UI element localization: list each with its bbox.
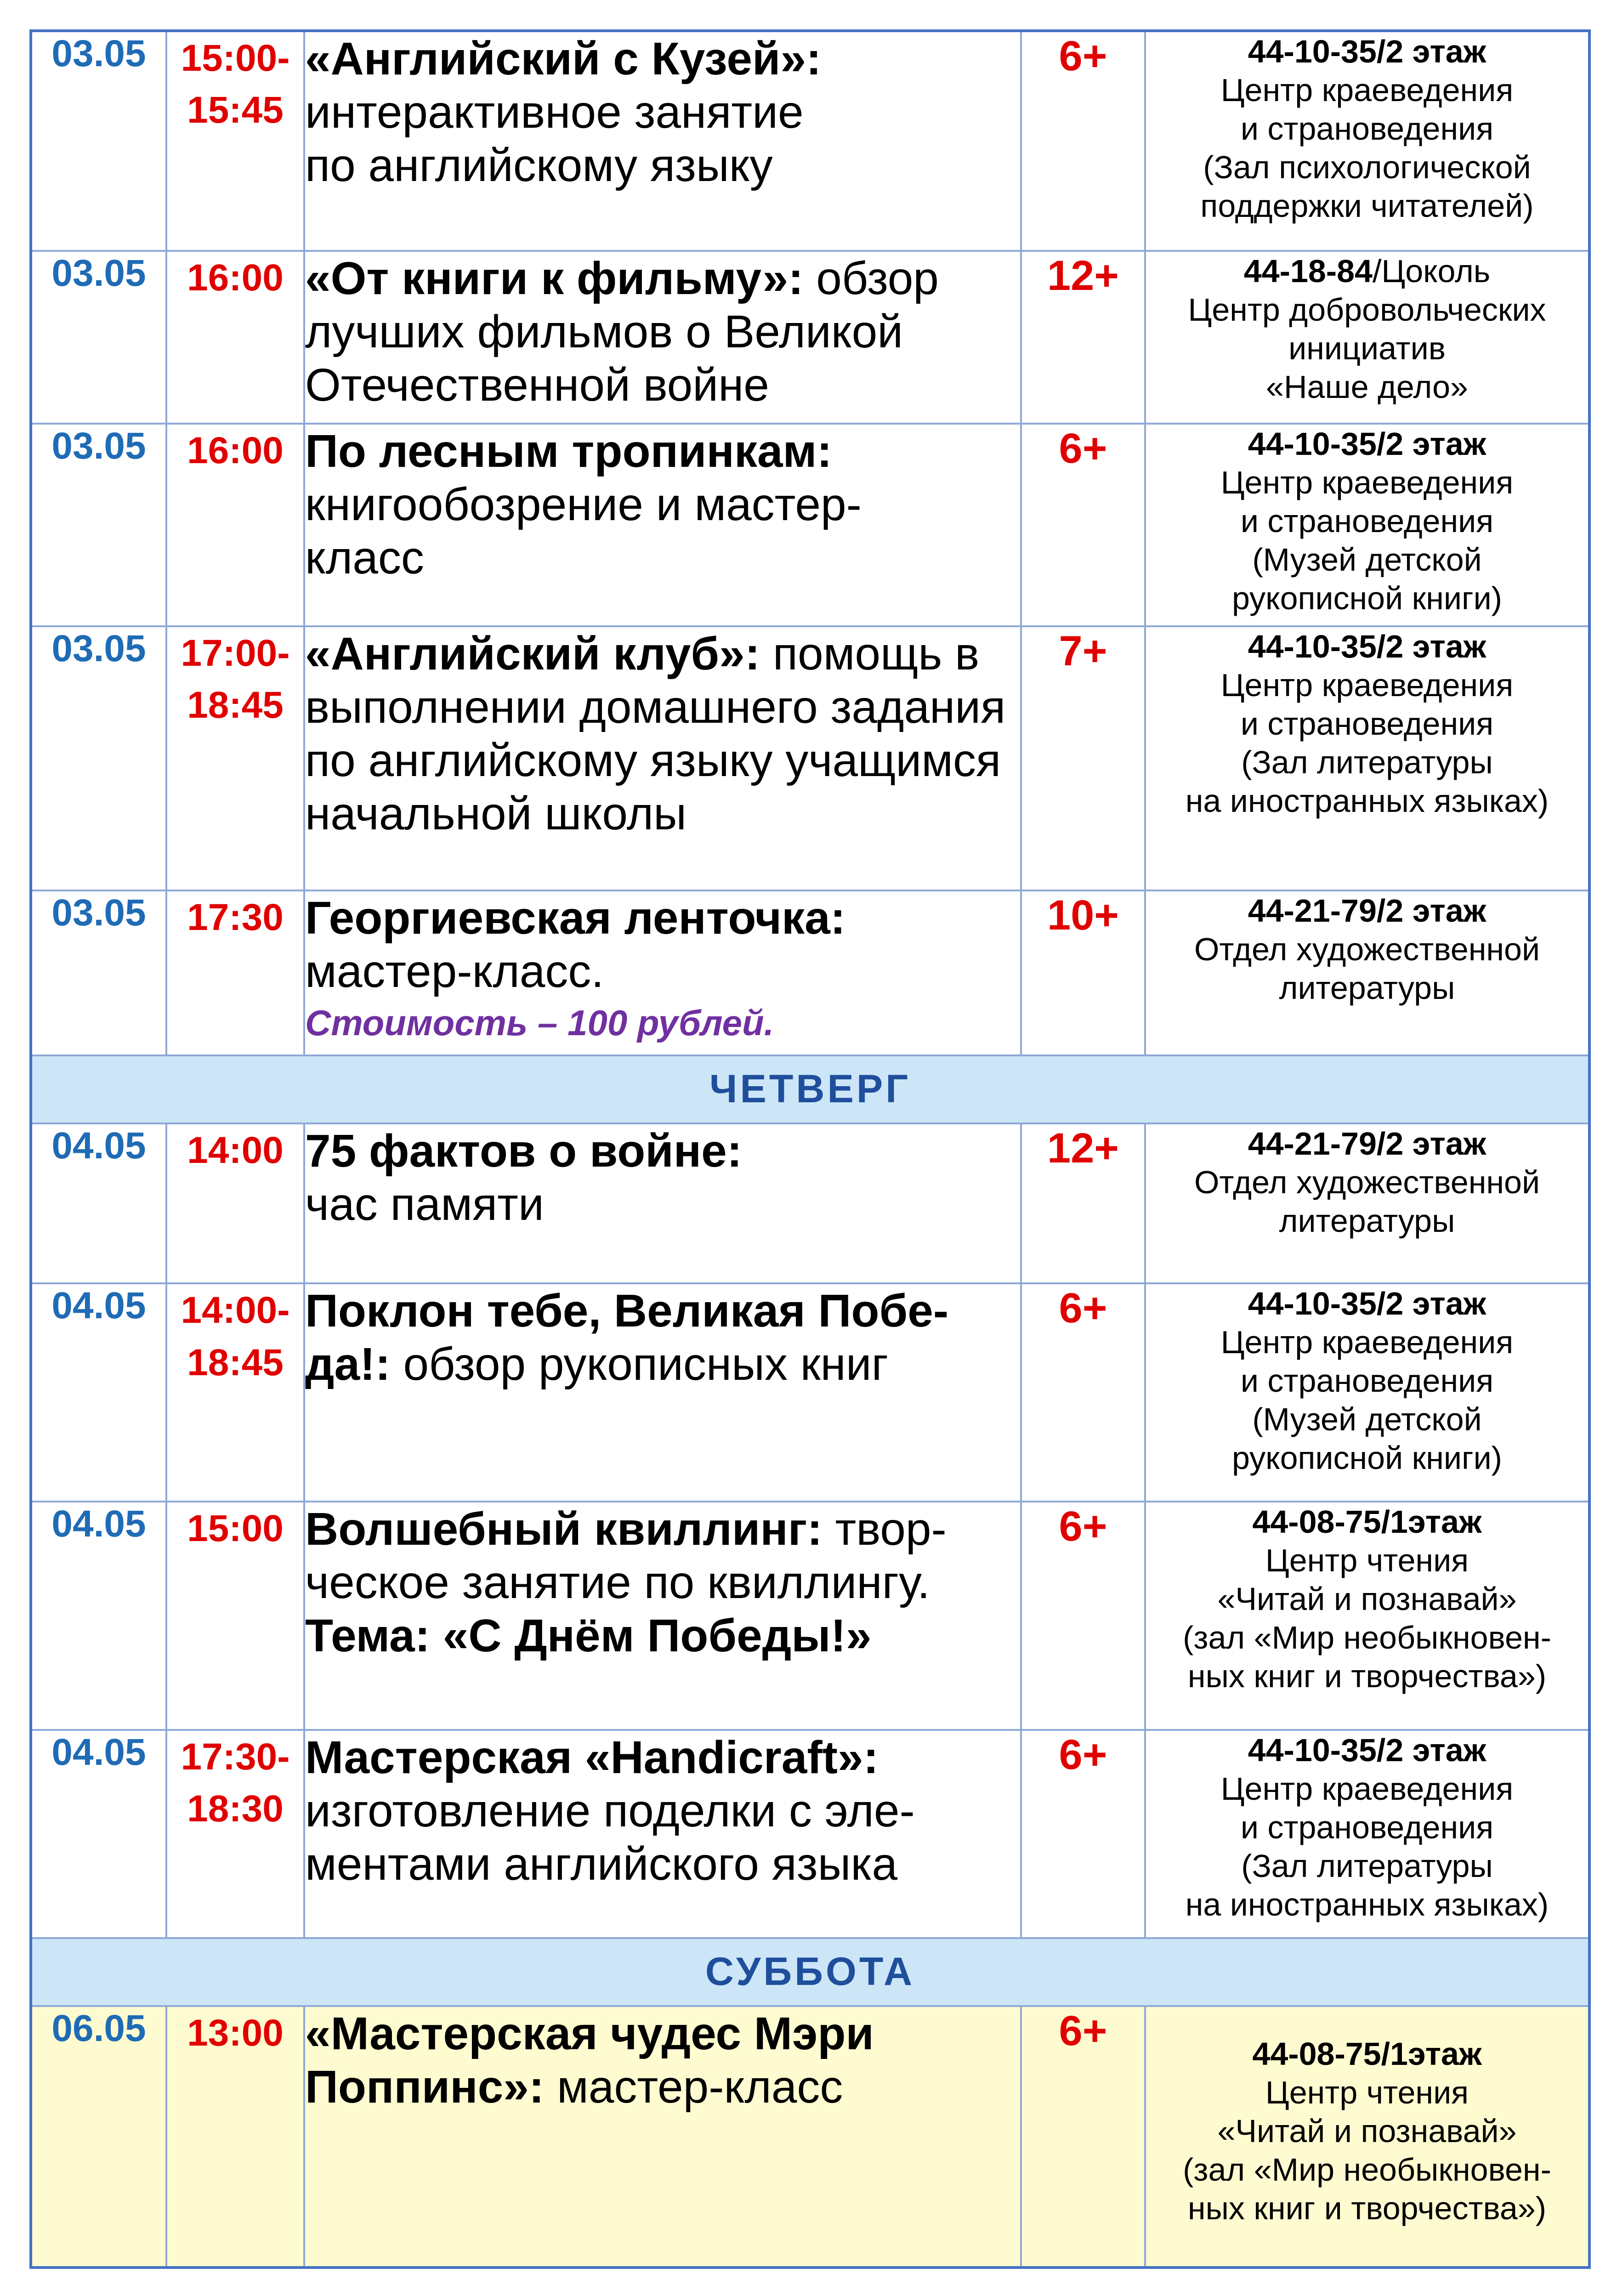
event-location (1145, 424, 1589, 626)
phone-number: 44-08-75/1этаж (1252, 1504, 1482, 1540)
location-line: ных книг и творчества») (1187, 2190, 1547, 2226)
location-line: Центр краеведения (1220, 1771, 1514, 1807)
location-line: литературы (1279, 970, 1455, 1006)
event-date: 06.05 (31, 2006, 166, 2268)
location-line: Центр добровольческих (1188, 291, 1546, 328)
event-title-bold: Мастерская «Handicraft»: (305, 1732, 879, 1783)
location-line: Центр краеведения (1220, 667, 1514, 703)
event-row (31, 2006, 1589, 2268)
location-line: Центр краеведения (1220, 465, 1514, 501)
age-rating: 6+ (1021, 1730, 1145, 1938)
event-location (1145, 1123, 1589, 1284)
location-line: инициатив (1288, 330, 1446, 366)
event-title-bold: Поклон тебе, Великая Побе- да!: (305, 1285, 949, 1390)
event-time: 17:00- 18:45 (166, 626, 304, 890)
location-phone-floor (1146, 1502, 1588, 1541)
location-line: Центр чтения (1265, 1542, 1469, 1579)
location-phone-floor (1146, 252, 1588, 290)
event-description: час памяти (305, 1178, 544, 1230)
event-title-cell (304, 1730, 1021, 1938)
event-description: мастер-класс. (305, 946, 604, 998)
event-row (31, 1730, 1589, 1938)
event-description: книгообозрение и мастер- класс (305, 479, 862, 584)
event-time: 17:30 (166, 890, 304, 1055)
location-phone-floor (1146, 627, 1588, 666)
event-row (31, 626, 1589, 890)
event-date: 03.05 (31, 31, 166, 251)
event-title-bold: По лесным тропинкам: (305, 425, 832, 477)
location-phone-floor (1146, 891, 1588, 930)
phone-number: 44-18-84 (1243, 253, 1373, 289)
event-location (1145, 626, 1589, 890)
day-header-row (31, 1055, 1589, 1123)
location-line: «Наше дело» (1266, 368, 1468, 405)
location-line: и страноведения (1240, 1363, 1494, 1399)
day-label: СУББОТА (31, 1938, 1589, 2006)
location-phone-floor (1146, 2035, 1588, 2073)
event-row (31, 890, 1589, 1055)
location-line: Центр краеведения (1220, 1324, 1514, 1361)
event-row (31, 31, 1589, 251)
age-rating: 12+ (1021, 1123, 1145, 1284)
event-date: 03.05 (31, 424, 166, 626)
event-location (1145, 1283, 1589, 1502)
event-location (1145, 890, 1589, 1055)
age-rating: 6+ (1021, 1502, 1145, 1730)
event-time: 14:00 (166, 1123, 304, 1284)
location-phone-floor (1146, 1124, 1588, 1163)
location-line: рукописной книги) (1232, 1440, 1502, 1476)
event-row (31, 251, 1589, 424)
event-title-bold: «Мастерская чудес Мэри Поппинс»: (305, 2007, 874, 2113)
event-title-bold: «Английский с Кузей»: (305, 33, 822, 85)
event-title-cell (304, 1283, 1021, 1502)
day-label: ЧЕТВЕРГ (31, 1055, 1589, 1123)
location-line: Центр краеведения (1220, 72, 1514, 108)
event-time: 17:30- 18:30 (166, 1730, 304, 1938)
event-title-cell (304, 626, 1021, 890)
event-row (31, 1283, 1589, 1502)
event-date: 04.05 (31, 1283, 166, 1502)
location-line: на иностранных языках) (1185, 783, 1549, 819)
phone-number: 44-10-35/2 этаж (1248, 629, 1487, 665)
location-line: (Зал литературы (1241, 1848, 1493, 1884)
event-title-cell (304, 2006, 1021, 2268)
event-location (1145, 1730, 1589, 1938)
event-location (1145, 2006, 1589, 2268)
age-rating: 6+ (1021, 424, 1145, 626)
location-line: (Музей детской (1252, 1401, 1482, 1438)
phone-number: 44-10-35/2 этаж (1248, 426, 1487, 462)
event-title-cell (304, 424, 1021, 626)
location-line: Отдел художественной (1194, 931, 1540, 968)
location-line: и страноведения (1240, 503, 1494, 539)
event-description: помощь в выполнении домашнего задания по английскому языку учащимся начальной школы (305, 628, 1006, 840)
event-time: 16:00 (166, 424, 304, 626)
event-title-bold: 75 фактов о войне: (305, 1125, 743, 1177)
phone-number: 44-10-35/2 этаж (1248, 1286, 1487, 1322)
event-title-bold: Георгиевская ленточка: (305, 892, 846, 944)
location-phone-floor (1146, 1284, 1588, 1323)
phone-number: 44-21-79/2 этаж (1248, 1125, 1487, 1162)
event-time: 14:00- 18:45 (166, 1283, 304, 1502)
phone-number: 44-10-35/2 этаж (1248, 1732, 1487, 1768)
event-description: мастер-класс (544, 2061, 843, 2113)
age-rating: 6+ (1021, 31, 1145, 251)
event-time: 15:00 (166, 1502, 304, 1730)
location-line: (зал «Мир необыкновен- (1183, 2151, 1551, 2188)
location-line: и страноведения (1240, 1809, 1494, 1845)
location-line: рукописной книги) (1232, 580, 1502, 617)
event-time: 16:00 (166, 251, 304, 424)
event-title-bold: Волшебный квиллинг: (305, 1503, 823, 1555)
location-line: Центр чтения (1265, 2074, 1469, 2110)
event-location (1145, 31, 1589, 251)
event-price: Стоимость – 100 рублей. (305, 1003, 774, 1043)
age-rating: 6+ (1021, 1283, 1145, 1502)
location-line: литературы (1279, 1202, 1455, 1239)
location-line: и страноведения (1240, 706, 1494, 742)
location-line: (Зал психологической (1203, 149, 1531, 185)
event-row (31, 424, 1589, 626)
location-phone-floor (1146, 425, 1588, 463)
schedule-table (29, 29, 1591, 2269)
event-theme: Тема: «С Днём Победы!» (305, 1610, 872, 1662)
event-date: 04.05 (31, 1123, 166, 1284)
location-line: «Читай и познавай» (1217, 2113, 1517, 2149)
location-phone-floor (1146, 1731, 1588, 1769)
phone-number: 44-10-35/2 этаж (1248, 34, 1487, 69)
age-rating: 12+ (1021, 251, 1145, 424)
event-title-cell (304, 251, 1021, 424)
location-line: Отдел художественной (1194, 1164, 1540, 1200)
event-location (1145, 1502, 1589, 1730)
event-date: 03.05 (31, 890, 166, 1055)
event-title-bold: «Английский клуб»: (305, 628, 760, 680)
age-rating: 7+ (1021, 626, 1145, 890)
event-date: 03.05 (31, 626, 166, 890)
event-title-bold: «От книги к фильму»: (305, 252, 804, 304)
location-phone-floor (1146, 32, 1588, 71)
event-row (31, 1502, 1589, 1730)
event-time: 15:00- 15:45 (166, 31, 304, 251)
event-description: интерактивное занятие по английскому языку (305, 86, 804, 191)
event-date: 04.05 (31, 1502, 166, 1730)
phone-number: 44-08-75/1этаж (1252, 2035, 1482, 2072)
event-title-cell (304, 1502, 1021, 1730)
event-title-cell (304, 31, 1021, 251)
location-line: ных книг и творчества») (1187, 1658, 1547, 1695)
location-line: (зал «Мир необыкновен- (1183, 1620, 1551, 1656)
location-line: (Музей детской (1252, 542, 1482, 578)
event-location (1145, 251, 1589, 424)
event-date: 04.05 (31, 1730, 166, 1938)
age-rating: 6+ (1021, 2006, 1145, 2268)
event-description: обзор лучших фильмов о Великой Отечественной войне (305, 252, 939, 411)
event-title-cell (304, 1123, 1021, 1284)
day-header-row (31, 1938, 1589, 2006)
location-line: и страноведения (1240, 111, 1494, 147)
event-description: изготовление поделки с эле- ментами английского языка (305, 1785, 915, 1890)
event-row (31, 1123, 1589, 1284)
event-time: 13:00 (166, 2006, 304, 2268)
event-date: 03.05 (31, 251, 166, 424)
event-description: обзор рукописных книг (390, 1338, 889, 1390)
location-line: на иностранных языках) (1185, 1887, 1549, 1922)
location-line: «Читай и познавай» (1217, 1581, 1517, 1617)
location-line: поддержки читателей) (1200, 188, 1534, 224)
age-rating: 10+ (1021, 890, 1145, 1055)
phone-number: 44-21-79/2 этаж (1248, 893, 1487, 929)
floor-label: /Цоколь (1372, 253, 1491, 289)
event-description: твор- ческое занятие по квиллингу. (305, 1503, 947, 1609)
event-title-cell (304, 890, 1021, 1055)
location-line: (Зал литературы (1241, 744, 1493, 781)
